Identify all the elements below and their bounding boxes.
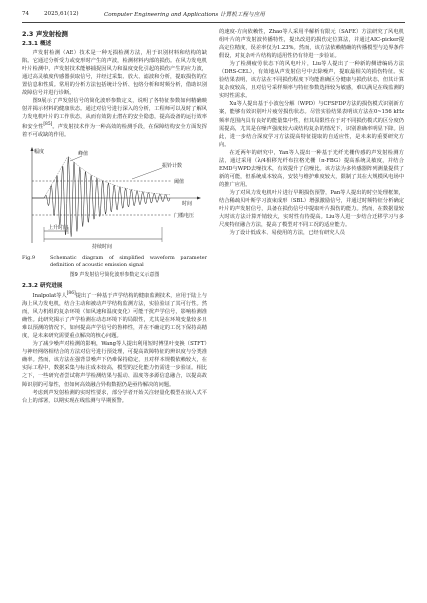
caption-text-en: Schematic diagram of simplified waveform parameter definition of acoustic emission signal [50,254,207,268]
paragraph: 的速度-方向依赖性，Zhao等人采用半解析有限元（SAFE）方法研究了风电机组叶片的声发射波传播特性，提出改进的损伤定位算法，并通过AIC-picker提高定位精度，误差率仅为1.23%。然而，该方法依赖精确的传播模型与边界条件假设，对复杂叶片结构的适用性仍有待进一步验证。 [219,29,404,60]
label-peak: 峰值 [78,150,89,157]
label-rise-time: 上升时间 [48,224,69,231]
waveform-diagram [22,143,207,253]
figure-caption-cn: 图9 声发射信号简化波形参数定义示意图 [69,271,160,278]
figure-label: Fig.9 [22,254,36,261]
issue-info: 2025,61(12) [44,11,79,17]
label-time-axis: 时间 [182,200,193,207]
figure-caption-en [22,255,207,269]
paragraph: 考虑到声发射检测的实时性要求，部分学者开始关注轻量化模型在嵌入式平台上的部署，以期实现在线监测与早期预警。 [22,389,207,404]
paragraph: 为了减少噪声对检测的影响，Wang等人提出利用短时傅里叶变换（STFT）与神经网络相结合的方法对信号进行预处理，可提高故障特征的辨识度与分类准确率。然而，该方法在强背景噪声下仍难保持稳定，且对样本规模依赖较大，在实际工程中，数据采集与标注成本较高，模型的泛化能力仍需进一步验证。相比之下，一些研究者尝试将声学检测结果与振动、温度等多源信息融合，以提高故障识别的可靠性，但如何高效融合异构数据仍是亟待解决的问题。 [22,341,207,388]
ring-count-leader [132,168,162,179]
page-number: 74 [22,11,30,17]
label-gate: 门槛电压 [174,212,195,219]
paragraph: Inalpolat等人[86]提出了一种基于声学结构的健康监测技术，应用于陆上与海上风力发电机，结合主动和被动声学结构监测方法，实验验证了其可行性。然而，风力机组的复杂环境（如风速和温度变化）可能干扰声学信号，影响检测准确性。此研究揭示了声学检测在动态环境下的局限性，尤其是在环境变量较多且难以预测的情况下。如何提高声学信号的鲁棒性，并在不确定的工况下保持高精度，是未来研究需要重点解决的核心问题。 [22,291,207,340]
label-duration: 持续时间 [92,243,113,250]
paragraph: 在近两年的研究中，Yan等人提出一种基于光纤光栅传感的声发射检测方法，通过采用（λ/4相移光纤布拉格光栅（π-FBG）提高系统灵敏度，并结合EMD与WPD去噪技术，有效提升了信噪比。该方法为多传感器阵列测量提供了新的可能，但系统成本较高，安装与维护难度较大，限制了其在大规模风电场中的推广应用。 [219,149,404,188]
peak-leader [70,156,82,161]
section-heading: 2.3 声发射检测 [22,30,68,38]
paragraph: 声发射检测（AE）技术是一种无损检测方法，用于识别材料和结构的缺陷。它通过分析受力或变形时产生的声波，检测材料内部的损伤。在风力发电机叶片检测中，声发射技术能够捕捉因风力和温度变化引起的损伤产生的应力波，通过高灵敏度传感器获取信号，并经过采集、放大、滤波和分析，提取损伤的位置信息和性质。常用的分析方法包括统计分析、包络分析和时频分析，借助识别故障信号并进行诊断。 [22,49,207,96]
paragraph: 为了设计低成本、易使用的方法，已经有研究人员 [229,230,345,237]
header-rule [22,22,405,23]
left-column [22,28,207,405]
label-threshold: 阈值 [174,178,185,185]
running-header [22,9,405,19]
citation: [86] [66,291,76,297]
paragraph: Xu等人提出基于小波包分解（WPD）与CFSFDP方法的损伤模式识别新方案，能够有效识别叶片疲劳损伤状态。尽管实验结果表明该方法在0~156 kHz频率范围内具有良好的能量集中性，但其局限性在于对不同损伤模式的区分度仍需提高，尤其是在噪声强度较大或结构复杂的情况下，识别准确率明显下降。因此，进一步结合深度学习方法提高特征提取的自适应性，是未来的重要研究方向。 [219,101,404,148]
subsection-heading-overview: 2.3.1 概述 [22,41,52,47]
figure-9 [22,143,207,253]
paragraph: 图9展示了声发射信号的简化波形参数定义，说明了各特征参数如何精确映射并揭示材料的健康状态。通过对信号进行深入的分析，工程师可以及时了解风力发电机叶片的工作状态，从而有效防止潜在的安全隐患，提高设备的运行效率和安全性[85]。声发射技术作为一种高效的检测手段，在保障结构安全方面发挥着不可或缺的作用。 [22,97,208,138]
journal-title: Computer Engineering and Applications 计算机工程与应用 [104,12,265,18]
subsection-heading-progress: 2.3.2 研究进展 [22,282,63,289]
paragraph: 为了检测疲劳状态下的风电叶片，Liu等人提出了一种新的侧谱编码方法（DRS-CEL），有效地从声发射信号中去除噪声，提取最相关的损伤特征。实验结果表明，该方法在不同损伤程度下均能准确区分健康与损伤状态，但其计算复杂度较高，且对信号采样频率与特征参数选择较为敏感，难以满足在线监测的实时性需求。 [219,61,404,100]
label-amplitude: 幅度 [34,148,45,155]
paragraph: 为了对风力发电机叶片进行早期损伤预警，Pan等人提出的时空处理框架，结合稀疏贝叶斯学习波束成形（SBL）增强激励信号，并通过时频特征分析确定叶片的声发射信号，具备在损伤信号中提取叶片损伤的能力。然而，在数据量较大时该方法计算开销较大，实时性有待提高。Liu等人进一步结合迁移学习与多尺度特征融合方法，提高了模型对不同工况的适应能力。 [219,189,404,229]
waveform-envelope [44,157,170,198]
right-column [219,28,404,237]
time-axis-arrow [197,196,201,199]
citation: [85] [43,121,53,127]
label-ring-count: 振铃计数 [162,162,183,169]
